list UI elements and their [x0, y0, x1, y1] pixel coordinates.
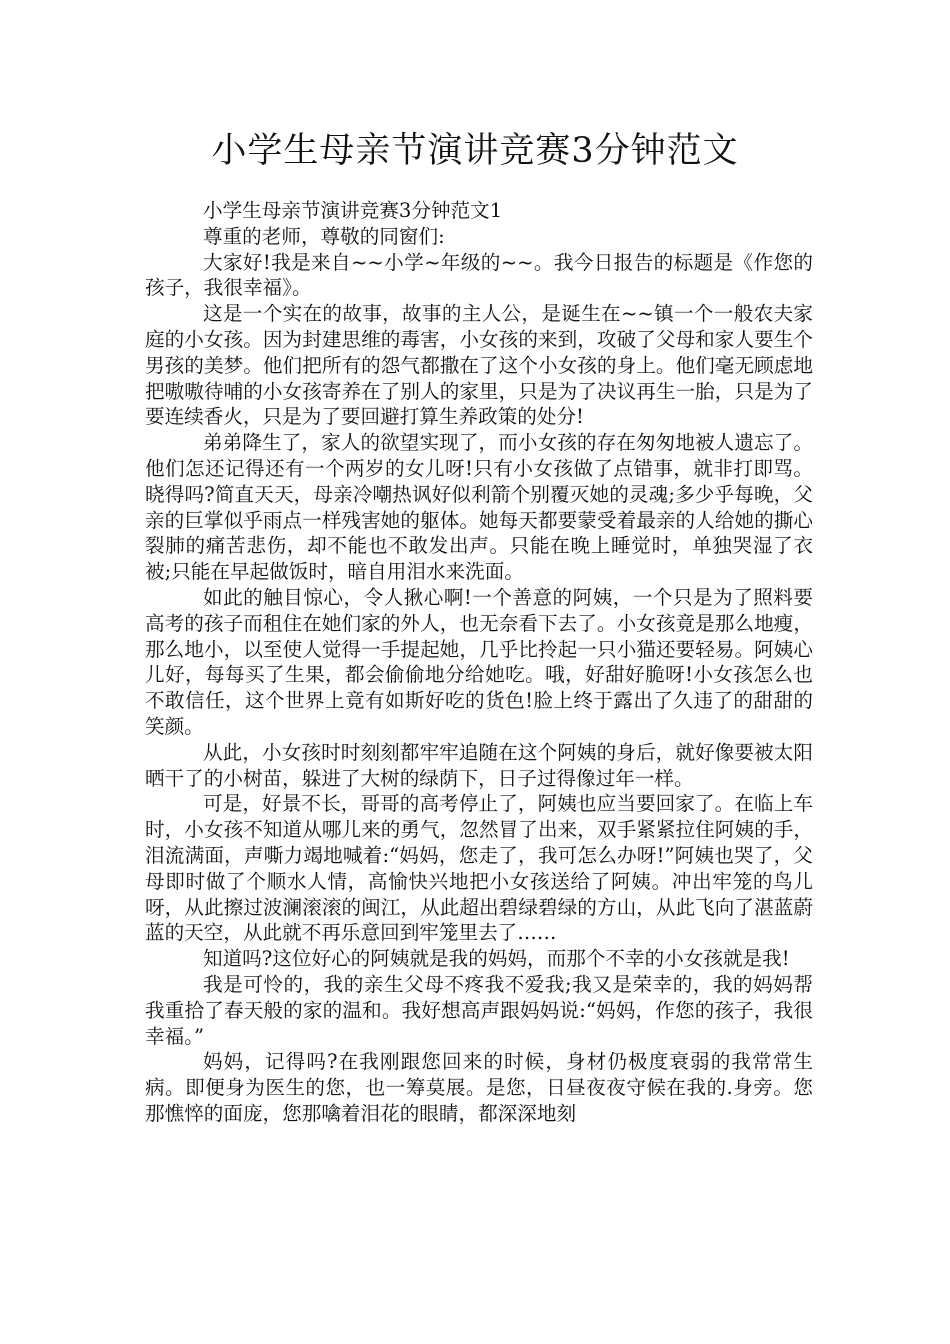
paragraph: 可是，好景不长，哥哥的高考停止了，阿姨也应当要回家了。在临上车时，小女孩不知道从哪儿来的勇气，忽然冒了出来，双手紧紧拉住阿姨的手，泪流满面，声嘶力竭地喊着:“妈妈，您走了，我可怎么办呀!”阿姨也哭了，父母即时做了个顺水人情，高愉快兴地把小女孩送给了阿姨。冲出牢笼的鸟儿呀，从此擦过波澜滚滚的闽江，从此超出碧绿碧绿的方山，从此飞向了湛蓝蔚蓝的天空，从此就不再乐意回到牢笼里去了……: [145, 792, 813, 945]
paragraph-subtitle: 小学生母亲节演讲竞赛3分钟范文1: [203, 199, 503, 222]
document-body: [145, 198, 813, 1127]
paragraph: 我是可怜的，我的亲生父母不疼我不爱我;我又是荣幸的，我的妈妈帮我重拾了春天般的家的温和。我好想高声跟妈妈说:“妈妈，作您的孩子，我很幸福。”: [145, 972, 813, 1048]
paragraph: 妈妈，记得吗?在我刚跟您回来的时候，身材仍极度衰弱的我常常生病。即便身为医生的您，也一筹莫展。是您，日昼夜夜守候在我的.身旁。您那憔悴的面庞，您那噙着泪花的眼睛，都深深地刻: [145, 1050, 813, 1125]
paragraph: 如此的触目惊心，令人揪心啊!一个善意的阿姨，一个只是为了照料要高考的孩子而租住在她们家的外人，也无奈看下去了。小女孩竟是那么地瘦，那么地小，以至使人觉得一手提起她，几乎比拎起一只小猫还要轻易。阿姨心儿好，每每买了生果，都会偷偷地分给她吃。哦，好甜好脆呀!小女孩怎么也不敢信任，这个世界上竟有如斯好吃的货色!脸上终于露出了久违了的甜甜的笑颜。: [145, 585, 813, 738]
paragraph: 弟弟降生了，家人的欲望实现了，而小女孩的存在匆匆地被人遗忘了。他们怎还记得还有一个两岁的女儿呀!只有小女孩做了点错事，就非打即骂。晓得吗?简直天天，母亲冷嘲热讽好似利箭个别覆灭她的灵魂;多少乎每晚，父亲的巨掌似乎雨点一样残害她的躯体。她每天都要蒙受着最亲的人给她的撕心裂肺的痛苦悲伤，却不能也不敢发出声。只能在晚上睡觉时，单独哭湿了衣被;只能在早起做饭时，暗自用泪水来洗面。: [145, 431, 813, 584]
paragraph: 知道吗?这位好心的阿姨就是我的妈妈，而那个不幸的小女孩就是我!: [203, 947, 790, 971]
paragraph: 这是一个实在的故事，故事的主人公，是诞生在~~镇一个一般农夫家庭的小女孩。因为封建思维的毒害，小女孩的来到，攻破了父母和家人要生个男孩的美梦。他们把所有的怨气都撒在了这个小女孩的身上。他们毫无顾虑地把嗷嗷待哺的小女孩寄养在了别人的家里，只是为了决议再生一胎，只是为了要连续香火，只是为了要回避打算生养政策的处分!: [145, 302, 813, 429]
document-title: 小学生母亲节演讲竞赛3分钟范文: [211, 131, 739, 171]
paragraph: 大家好!我是来自~~小学~年级的~~。我今日报告的标题是《作您的孩子，我很幸福》。: [145, 250, 813, 300]
paragraph-salutation: 尊重的老师，尊敬的同窗们:: [203, 224, 445, 248]
paragraph: 从此，小女孩时时刻刻都牢牢追随在这个阿姨的身后，就好像要被太阳晒干了的小树苗，躲进了大树的绿荫下，日子过得像过年一样。: [145, 740, 813, 790]
